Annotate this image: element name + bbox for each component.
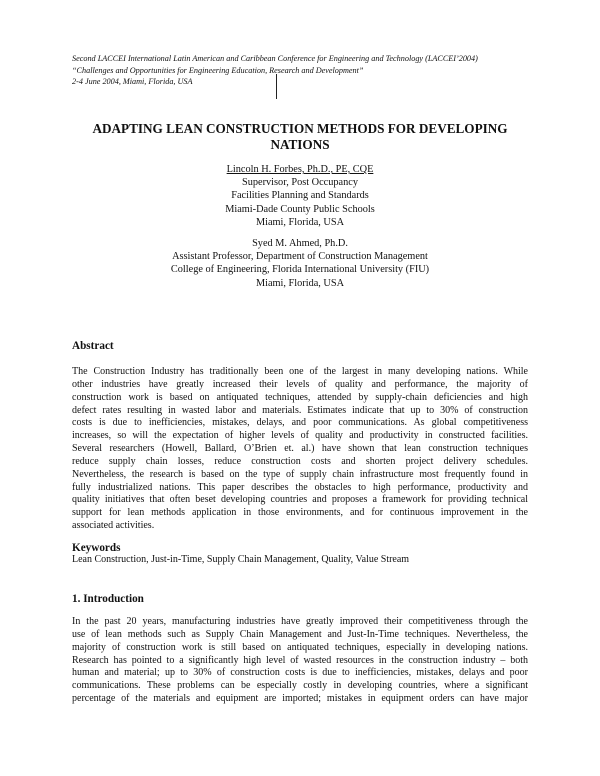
abstract-line: reduce supply chain losses, reduce construction costs and shorten project delivery schedules.	[72, 455, 528, 467]
author-block-1	[100, 163, 500, 229]
introduction-body	[72, 616, 528, 706]
author-name	[100, 163, 500, 176]
author-affiliation-line: Miami, Florida, USA	[255, 277, 345, 289]
title-line: ADAPTING LEAN CONSTRUCTION METHODS FOR DEVELOPING	[92, 121, 508, 136]
author-block-2	[100, 237, 500, 290]
title-line: NATIONS	[270, 137, 330, 152]
author-name-text: Lincoln H. Forbes, Ph.D., PE, CQE	[226, 164, 374, 175]
abstract-line: construction work is based on antiquated techniques, attended by supply-chain deficiencies and high	[72, 391, 528, 403]
author-affiliation-line: Miami-Dade County Public Schools	[225, 203, 375, 215]
introduction-line: Research has pointed to a significantly high level of wasted resources in the construction industry – both	[72, 654, 528, 666]
abstract-line: Nevertheless, the research is based on the type of supply chain infrastructure most frequently found in	[72, 468, 528, 480]
abstract-body	[72, 366, 528, 533]
abstract-line: increases, so will the expectation of higher levels of quality and productivity in constructed facilities.	[72, 430, 528, 442]
author-affiliation-line: Miami, Florida, USA	[255, 216, 345, 228]
abstract-line: other industries have greatly increased their levels of quality and performance, the majority of	[72, 378, 528, 390]
author-affiliation-line: Assistant Professor, Department of Construction Management	[172, 251, 428, 263]
keywords-heading: Keywords	[72, 542, 121, 554]
conference-line: “Challenges and Opportunities for Engineering Education, Research and Development”	[72, 65, 364, 75]
introduction-line: In the past 20 years, manufacturing industries have greatly improved their competitiveness through the	[72, 616, 528, 627]
author-affiliation-line: Facilities Planning and Standards	[231, 190, 369, 202]
introduction-line: use of lean methods such as Supply Chain Management and Just-In-Time techniques. Nevertheless, the	[72, 628, 528, 640]
abstract-heading: Abstract	[72, 340, 114, 352]
introduction-line: percentage of the materials and equipment are imported; mistakes in equipment orders can have major	[72, 693, 528, 705]
introduction-line: communications. These problems can be especially costly in developing countries, where a significant	[72, 680, 528, 692]
conference-line: 2-4 June 2004, Miami, Florida, USA	[72, 77, 193, 86]
author-affiliation-line: College of Engineering, Florida International University (FIU)	[170, 264, 430, 276]
keywords-body	[72, 554, 528, 567]
abstract-line: fully industrialized nations. This paper describes the obstacles to high performance, productivity and	[72, 481, 528, 493]
paper-title	[60, 121, 540, 153]
abstract-line: defect rates resulting in wasted labor and materials. Estimates indicate that up to 30% of construction	[72, 404, 528, 416]
keywords-text: Lean Construction, Just-in-Time, Supply Chain Management, Quality, Value Stream	[72, 554, 410, 565]
introduction-line: majority of construction work is still based on antiquated techniques, especially in developing nations.	[72, 641, 528, 653]
abstract-line: Several researchers (Howell, Ballard, O’Brien et. al.) have shown that lean construction techniques	[72, 443, 528, 455]
text-cursor-bar	[276, 74, 277, 99]
introduction-heading: 1. Introduction	[72, 593, 144, 605]
abstract-line: support for lean methods application in those environments, and for continuous improvement in the	[72, 507, 528, 519]
abstract-line: associated activities.	[72, 520, 155, 532]
author-name: Syed M. Ahmed, Ph.D.	[252, 238, 348, 249]
author-affiliation-line: Supervisor, Post Occupancy	[242, 177, 358, 189]
abstract-line: quality initiatives that often beset developing countries and proposes a framework for providing technical	[72, 494, 528, 506]
conference-header	[72, 53, 542, 88]
abstract-line: The Construction Industry has traditionally been one of the largest in many developing nations. While	[72, 366, 528, 377]
introduction-line: human and material; up to 30% of construction costs is due to inefficiencies, mistakes, delays and poor	[72, 667, 528, 679]
conference-line: Second LACCEI International Latin American and Caribbean Conference for Engineering and Technology (LACCEI’2004)	[72, 54, 478, 63]
abstract-line: costs is due to inefficiencies, mistakes, delays, and poor communications. As global competitiveness	[72, 417, 528, 429]
